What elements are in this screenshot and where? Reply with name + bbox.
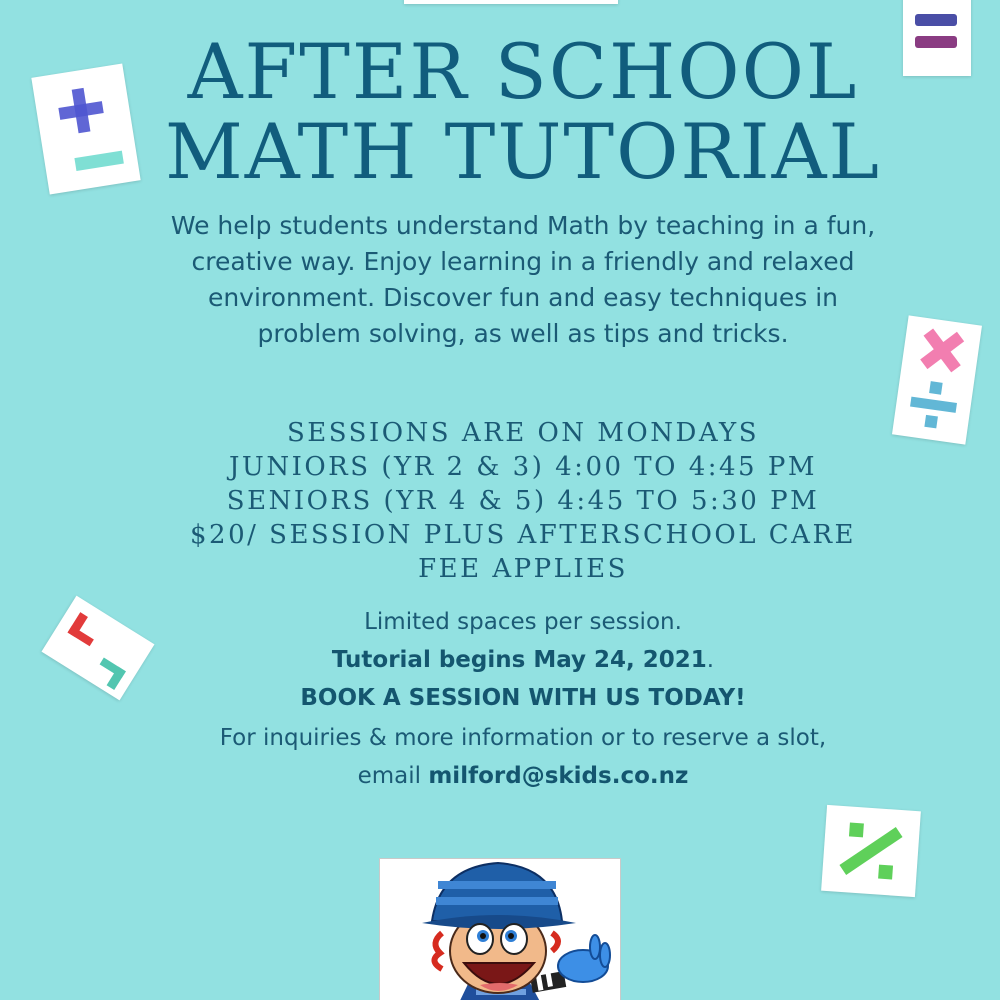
mascot-logo (379, 858, 621, 1000)
email-address-link[interactable]: milford@skids.co.nz (428, 763, 689, 789)
sessions-line-1: SESSIONS ARE ON MONDAYS (286, 418, 760, 448)
percent-card (821, 805, 921, 897)
sessions-line-3: SENIORS (YR 4 & 5) 4:45 TO 5:30 PM (226, 486, 820, 516)
limited-spaces-text: Limited spaces per session. (364, 609, 682, 635)
title-line-1: AFTER SCHOOL (187, 27, 859, 116)
title-line-2: MATH TUTORIAL (164, 107, 881, 196)
email-line (0, 757, 1000, 795)
top-card-edge (404, 0, 618, 4)
sessions-line-2: JUNIORS (YR 2 & 3) 4:00 TO 4:45 PM (229, 452, 817, 482)
intro-text: We help students understand Math by teaching in a fun, creative way. Enjoy learning in a friendly and relaxed environment. Discover fun and easy techniques in problem solving, as well as tips and tricks. (170, 211, 876, 348)
inquiries-text: For inquiries & more information or to reserve a slot, (219, 725, 827, 751)
email-prefix: email (357, 763, 429, 789)
begins-line (0, 641, 1000, 679)
sessions-line-5: FEE APPLIES (418, 554, 628, 584)
begins-date-text: Tutorial begins May 24, 2021 (331, 647, 707, 673)
sessions-line-4: $20/ SESSION PLUS AFTERSCHOOL CARE (189, 520, 856, 550)
mascot-icon (380, 859, 620, 1000)
book-cta: BOOK A SESSION WITH US TODAY! (300, 685, 746, 711)
percent-icon (821, 805, 921, 897)
begins-punct: . (706, 647, 715, 673)
